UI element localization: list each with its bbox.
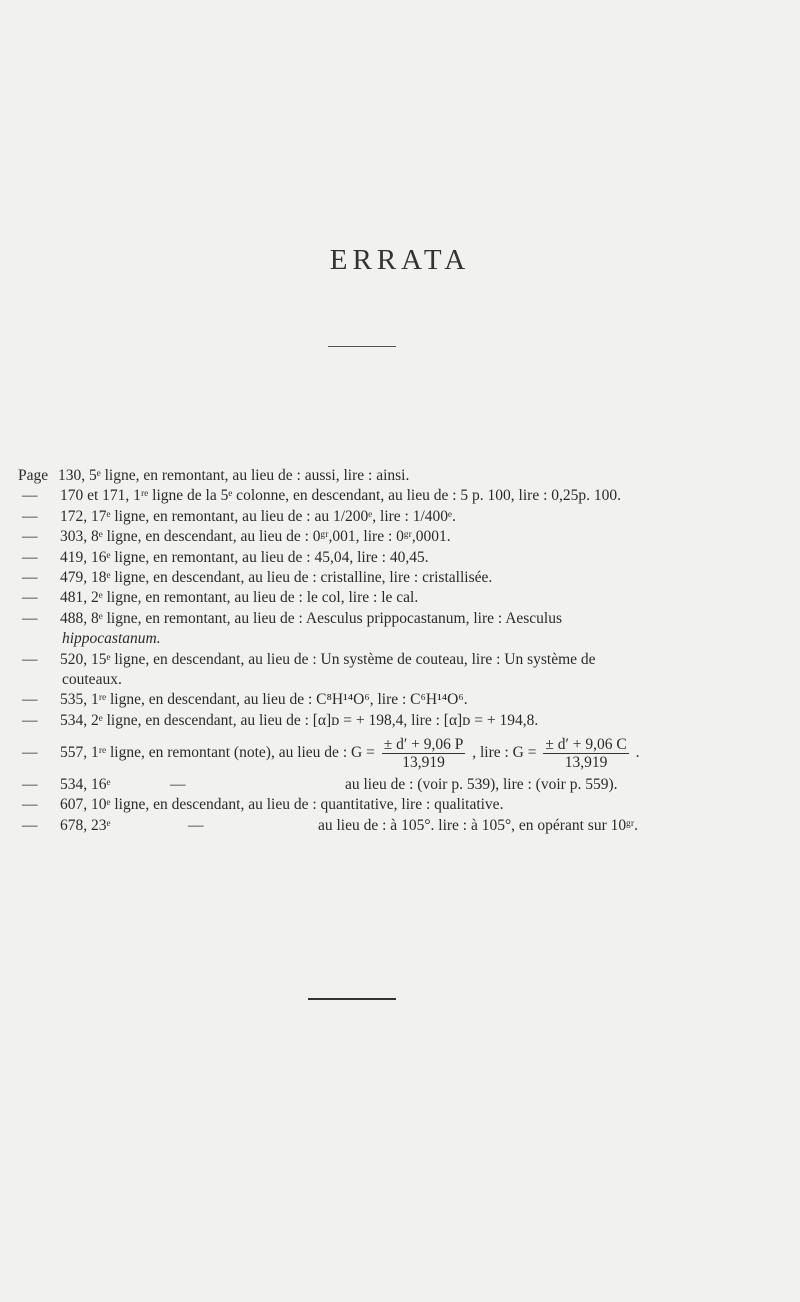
list-item	[22, 548, 712, 568]
entry-text	[60, 736, 639, 771]
entry-text-col3: au lieu de : à 105°. lire : à 105°, en opérant sur 10ᵍʳ.	[318, 816, 639, 834]
list-item	[22, 609, 712, 629]
entry-text: 303, 8ᵉ ligne, en descendant, au lieu de : 0ᵍʳ,001, lire : 0ᵍʳ,0001.	[60, 528, 451, 546]
ditto-dash: —	[170, 776, 186, 794]
entry-text-start: 557, 1ʳᵉ ligne, en remontant (note), au lieu de : G =	[60, 743, 375, 761]
entry-text: 607, 10ᵉ ligne, en descendant, au lieu de : quantitative, lire : qualitative.	[60, 796, 504, 814]
entry-text-col1: 534, 16ᵉ	[60, 776, 111, 794]
ditto-dash: —	[22, 568, 38, 586]
fraction-wrong	[382, 736, 466, 771]
fraction-numerator: ± d′ + 9,06 P	[383, 735, 464, 753]
list-item	[22, 690, 712, 710]
list-item-continuation	[22, 629, 712, 649]
entry-text: 535, 1ʳᵉ ligne, en descendant, au lieu de : C⁸H¹⁴O⁶, lire : C⁶H¹⁴O⁶.	[60, 691, 468, 709]
entry-text-mid: , lire : G =	[472, 743, 537, 761]
ditto-dash: —	[22, 548, 38, 566]
entry-text: 520, 15ᵉ ligne, en descendant, au lieu de : Un système de couteau, lire : Un système de	[60, 650, 596, 668]
entry-text: 534, 2ᵉ ligne, en descendant, au lieu de : [α]ᴅ = + 198,4, lire : [α]ᴅ = + 194,8.	[60, 711, 539, 729]
entry-text: 481, 2ᵉ ligne, en remontant, au lieu de : le col, lire : le cal.	[60, 589, 419, 607]
title-divider	[328, 346, 396, 347]
entry-text-col3: au lieu de : (voir p. 539), lire : (voir p. 559).	[345, 776, 618, 794]
ditto-dash: —	[188, 816, 204, 834]
list-item	[22, 507, 712, 527]
list-item	[22, 568, 712, 588]
ditto-dash: —	[22, 691, 38, 709]
ditto-dash: —	[22, 609, 38, 627]
entry-text-col1: 678, 23ᵉ	[60, 816, 111, 834]
list-item	[18, 466, 712, 486]
list-item	[22, 650, 712, 670]
ditto-dash: —	[22, 650, 38, 668]
entry-text: 479, 18ᵉ ligne, en descendant, au lieu de : cristalline, lire : cristallisée.	[60, 568, 493, 586]
page-title: ERRATA	[329, 244, 471, 276]
fraction-correct	[543, 736, 628, 771]
entry-text-end: .	[635, 743, 640, 761]
entry-continuation: couteaux.	[62, 670, 122, 688]
closing-divider	[308, 998, 396, 1000]
list-item	[22, 711, 712, 731]
entry-text: 170 et 171, 1ʳᵉ ligne de la 5ᵉ colonne, en descendant, au lieu de : 5 p. 100, lire : 0,25p. 100.	[60, 487, 622, 505]
errata-list	[18, 466, 712, 836]
ditto-dash: —	[22, 816, 38, 834]
ditto-dash: —	[22, 743, 38, 761]
entry-text: 172, 17ᵉ ligne, en remontant, au lieu de : au 1/200ᵉ, lire : 1/400ᵉ.	[60, 507, 456, 525]
page-label: Page	[18, 467, 49, 484]
list-item	[22, 527, 712, 547]
list-item	[22, 731, 712, 775]
entry-text: 488, 8ᵉ ligne, en remontant, au lieu de : Aesculus prippocastanum, lire : Aesculus	[60, 609, 563, 627]
ditto-dash: —	[22, 711, 38, 729]
ditto-dash: —	[22, 528, 38, 546]
ditto-dash: —	[22, 487, 38, 505]
list-item	[22, 775, 712, 795]
list-item	[22, 588, 712, 608]
ditto-dash: —	[22, 776, 38, 794]
ditto-dash: —	[22, 796, 38, 814]
entry-text: 130, 5ᵉ ligne, en remontant, au lieu de : aussi, lire : ainsi.	[58, 467, 410, 484]
fraction-denominator: 13,919	[564, 753, 608, 771]
entry-text: 419, 16ᵉ ligne, en remontant, au lieu de : 45,04, lire : 40,45.	[60, 548, 429, 566]
list-item	[22, 816, 712, 836]
ditto-dash: —	[22, 589, 38, 607]
fraction-denominator: 13,919	[402, 753, 445, 771]
entry-continuation: hippocastanum.	[62, 630, 161, 648]
list-item-continuation	[22, 670, 712, 690]
list-item	[22, 486, 712, 506]
ditto-dash: —	[22, 507, 38, 525]
list-item	[22, 795, 712, 815]
fraction-numerator: ± d′ + 9,06 C	[545, 735, 627, 753]
